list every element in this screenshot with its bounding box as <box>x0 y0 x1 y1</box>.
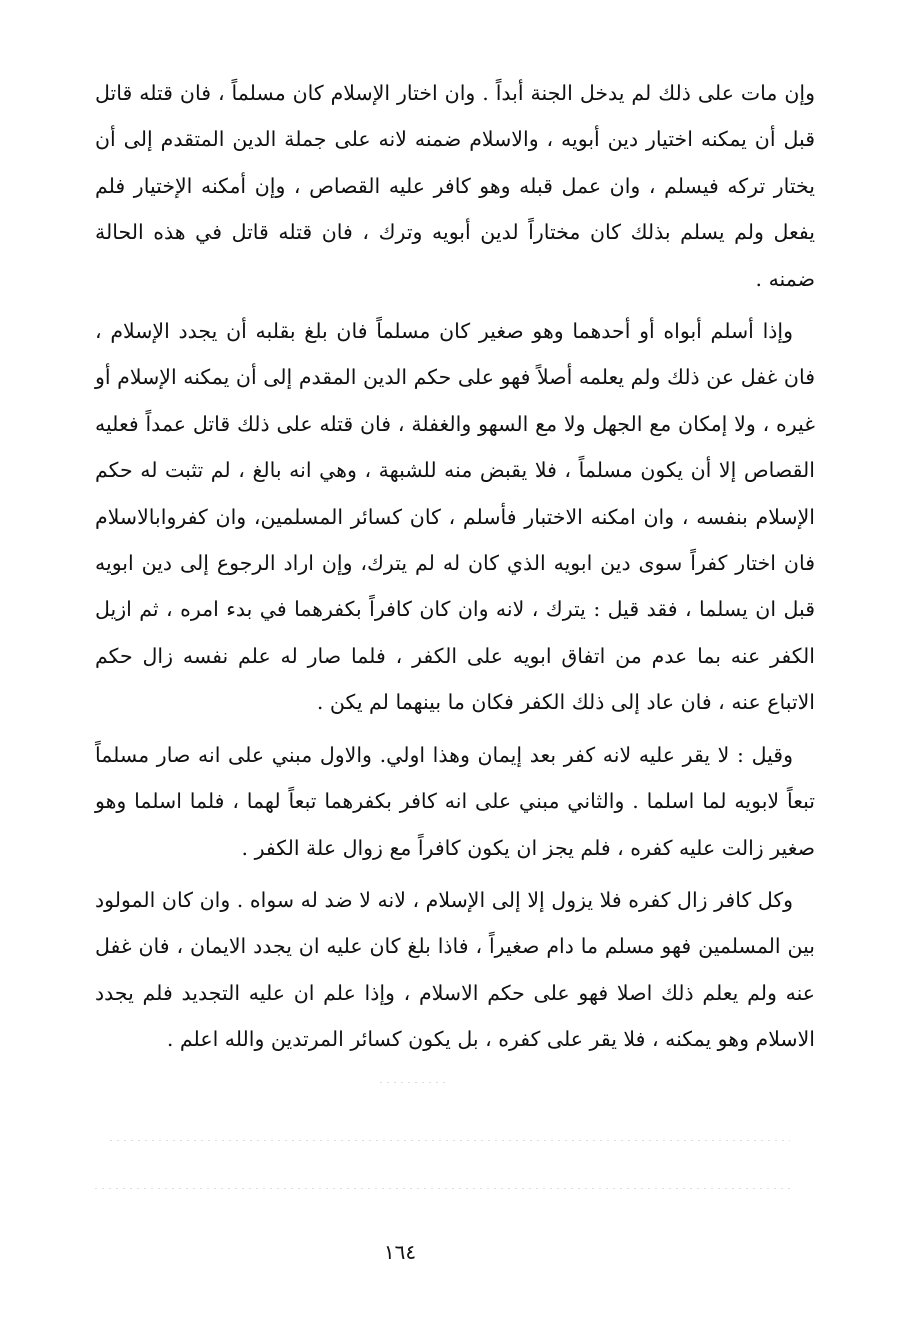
page-number: ١٦٤ <box>383 1240 417 1264</box>
scan-artifact <box>95 1188 795 1189</box>
paragraph-4: وكل كافر زال كفره فلا يزول إلا إلى الإسلام ، لانه لا ضد له سواه . وان كان المولود بين المسلمين فهو مسلم ما دام صغيراً ، فاذا بلغ كان عليه ان يجدد الايمان ، فان غفل عنه ولم يعلم ذلك اصلا فهو على حكم الاسلام ، وإذا علم ان عليه التجديد فلم يجدد الاسلام وهو يمكنه ، فلا يقر على كفره ، بل يكون كسائر المرتدين والله اعلم . <box>95 887 815 1052</box>
scan-artifact <box>380 1082 450 1083</box>
scan-artifact <box>110 1140 790 1141</box>
paragraph-3: وقيل : لا يقر عليه لانه كفر بعد إيمان وهذا اولي. والاول مبني على انه صار مسلماً تبعاً لابويه لما اسلما . والثاني مبني على انه كافر بكفرهما تبعاً لهما ، فلما اسلما وهو صغير زالت عليه كفره ، فلم يجز ان يكون كافراً مع زوال علة الكفر . <box>95 742 815 860</box>
paragraph-2: وإذا أسلم أبواه أو أحدهما وهو صغير كان مسلماً فان بلغ بقلبه أن يجدد الإسلام ، فان غفل عن ذلك ولم يعلمه أصلاً فهو على حكم الدين المقدم إلى أن يمكنه الإسلام أو غيره ، ولا إمكان مع الجهل ولا مع السهو والغفلة ، فان قتله على ذلك قاتل عمداً فعليه القصاص إلا أن يكون مسلماً ، فلا يقبض منه للشبهة ، وهي انه بالغ ، لم تثبت له حكم الإسلام بنفسه ، وان امكنه الاختبار فأسلم ، كان كسائر المسلمين، وان كفروابالاسلام فان اختار كفراً سوى دين ابويه الذي كان له لم يترك، وإن اراد الرجوع إلى دين ابويه قبل ان يسلما ، فقد قيل : يترك ، لانه وان كان كافراً بكفرهما في بدء امره ، ثم ازيل الكفر عنه بما عدم من اتفاق ابويه على الكفر ، فلما صار له علم نفسه زال حكم الاتباع عنه ، فان عاد إلى ذلك الكفر فكان ما بينهما لم يكن . <box>95 319 815 715</box>
paragraph-1: وإن مات على ذلك لم يدخل الجنة أبداً . وان اختار الإسلام كان مسلماً ، فان قتله قاتل قبل أن يمكنه اختيار دين أبويه ، والاسلام ضمنه لانه على جملة الدين المتقدم إلى أن يختار تركه فيسلم ، وان عمل قبله وهو كافر عليه القصاص ، وإن أمكنه الإختيار فلم يفعل ولم يسلم بذلك كان مختاراً لدين أبويه وترك ، فان قتله قاتل في هذه الحالة ضمنه . <box>95 81 815 291</box>
body-text <box>95 70 815 1069</box>
